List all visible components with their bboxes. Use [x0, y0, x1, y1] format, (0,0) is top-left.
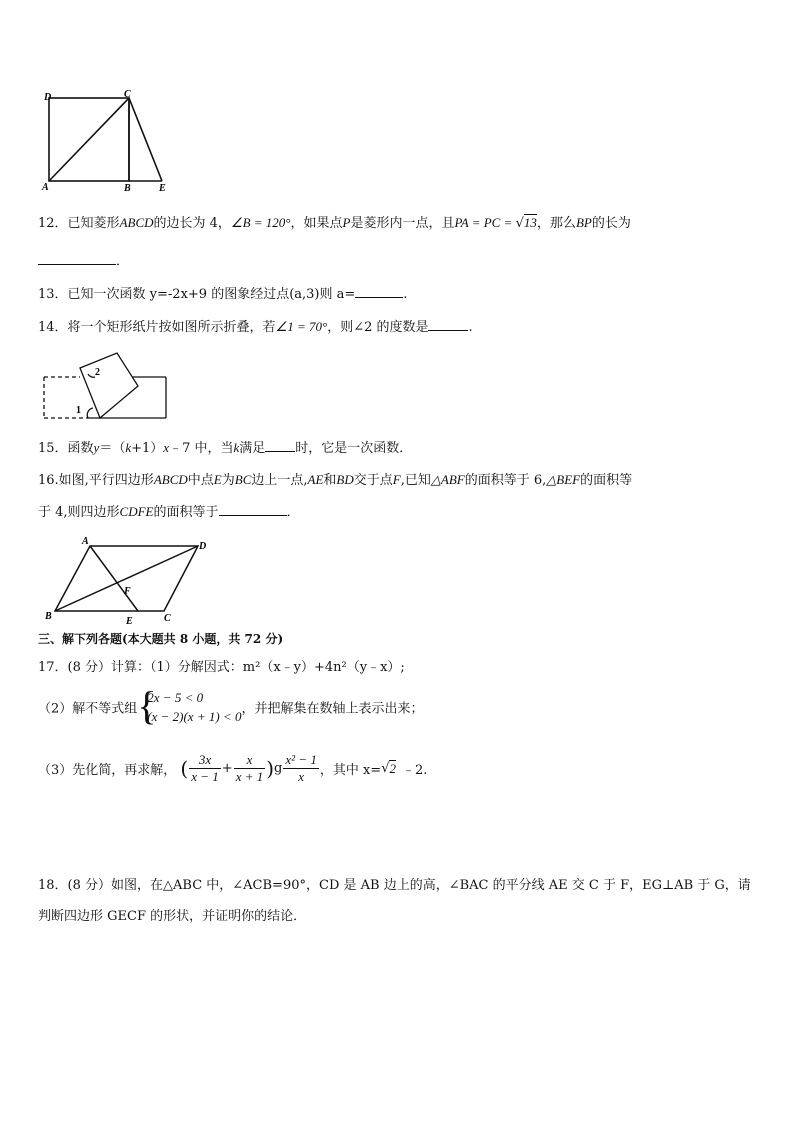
q15-k: k [125, 440, 132, 455]
question-17-part2 [38, 683, 424, 728]
q12-bp: BP [575, 215, 592, 230]
q17-text: ，并把解集在数轴上表示出来； [241, 701, 424, 717]
question-15 [38, 437, 412, 456]
q14-text: ，则∠2 的度数是 [327, 320, 429, 335]
label-B: B [124, 183, 131, 194]
denominator: x − 1 [191, 769, 219, 784]
question-16-cont [38, 501, 300, 520]
q16-text: 和 [323, 473, 337, 488]
sqrt-symbol: √ [515, 216, 524, 231]
inequality-system [137, 683, 242, 728]
label-D: D [44, 92, 52, 103]
question-14 [38, 316, 473, 335]
inequality-1: 2x − 5 < 0 [147, 690, 204, 705]
q12-number: 12． [38, 216, 68, 231]
q16-text: 中点 [187, 473, 214, 488]
q16-text: 的面积等于 [153, 505, 219, 520]
q12-text: 的边长为 4， [153, 216, 231, 231]
fraction-2 [234, 752, 266, 785]
inequality-2: (x − 2)(x + 1) < 0 [147, 709, 242, 724]
label-E: E [126, 616, 133, 627]
section-heading: 三、解下列各题(本大题共 8 小题，共 72 分) [38, 632, 284, 646]
label-A: A [82, 536, 89, 547]
q12-equation: PA = PC = [454, 215, 516, 230]
q12-text: ，那么 [536, 216, 576, 231]
q12-angle: ∠B = 120° [230, 215, 291, 230]
q16-abcd: ABCD [153, 472, 188, 487]
answer-blank[interactable] [355, 285, 403, 298]
question-13 [38, 283, 407, 302]
q16-cdfe: CDFE [119, 504, 154, 519]
denominator: x + 1 [235, 769, 264, 784]
paren-close: ) [266, 756, 275, 781]
angle-label-2: 2 [95, 367, 100, 378]
question-17-part3 [38, 752, 427, 785]
brace-icon: { [137, 683, 157, 728]
q16-bd: BD [336, 472, 354, 487]
q17-text: （3）先化简，再求解， [38, 763, 177, 778]
fraction-3 [283, 752, 318, 785]
q12-sqrt-value: 13 [523, 215, 537, 230]
q13-end: . [403, 287, 408, 302]
label-D: D [199, 541, 207, 552]
q16-text: 边上一点, [251, 473, 308, 488]
numerator: x² − 1 [285, 752, 317, 767]
sqrt-symbol: √ [381, 761, 390, 776]
q12-end: ． [116, 254, 130, 269]
q15-text: 15．函数 [38, 441, 94, 456]
q15-text: 满足 [239, 441, 266, 456]
figure-lines [44, 353, 166, 418]
q15-y: y [93, 440, 100, 455]
label-B: B [45, 611, 52, 622]
label-A: A [42, 182, 49, 193]
fraction-1 [189, 752, 221, 785]
q17-text: （2）解不等式组 [38, 701, 138, 717]
question-16 [38, 469, 632, 488]
q12-text: 已知菱形 [67, 216, 120, 231]
q16-text: 的面积等 [580, 473, 633, 488]
q13-text: 13．已知一次函数 y=-2x+9 的图象经过点(a,3)则 a= [38, 287, 356, 302]
q16-end: ． [286, 505, 300, 520]
q15-x: x [163, 440, 170, 455]
q16-text: 于 4,则四边形 [38, 505, 120, 520]
numerator: 3x [189, 752, 221, 769]
q16-f: F [392, 472, 401, 487]
angle-label-1: 1 [76, 405, 81, 416]
label-E: E [159, 183, 166, 194]
sqrt-value: 2 [389, 760, 396, 776]
q16-bc: BC [234, 472, 252, 487]
question-18: 18．(8 分）如图，在△ABC 中，∠ACB=90°，CD 是 AB 边上的高，∠BAC 的平分线 AE 交 C 于 F，EG⊥AB 于 G，请 [38, 878, 751, 893]
label-F: F [124, 586, 131, 597]
q15-text: ＝（ [99, 441, 126, 456]
figure-lines [55, 546, 198, 611]
q16-abf: △ABF [430, 472, 465, 487]
q16-text: 16.如图,平行四边形 [38, 473, 154, 488]
mult-sign: g [274, 761, 283, 776]
figure-folded-rectangle [38, 350, 173, 425]
q16-bef: △BEF [546, 472, 581, 487]
q16-text: ,已知 [400, 473, 431, 488]
answer-blank[interactable] [219, 503, 287, 516]
q16-text: 的面积等于 6, [464, 473, 547, 488]
q16-text: 为 [221, 473, 235, 488]
q12-text: ，如果点 [290, 216, 343, 231]
figure-lines [49, 98, 162, 181]
answer-blank[interactable] [38, 252, 116, 265]
q14-text: 14．将一个矩形纸片按如图所示折叠，若 [38, 320, 276, 335]
paren-open: ( [180, 756, 189, 781]
figure-parallelogram [38, 532, 218, 628]
question-17: 17．(8 分）计算：（1）分解因式：m²（x﹣y）+4n²（y﹣x）; [38, 660, 405, 675]
q12-point-p: P [342, 215, 351, 230]
denominator: x [298, 769, 304, 784]
q15-text: ﹣7 中，当 [169, 441, 234, 456]
q12-text: 的长为 [591, 216, 631, 231]
q12-answer-line [38, 250, 129, 269]
q15-text: 时，它是一次函数． [295, 441, 413, 456]
answer-blank[interactable] [265, 439, 295, 452]
question-12 [38, 212, 631, 231]
q12-abcd: ABCD [119, 215, 154, 230]
q16-ae: AE [307, 472, 324, 487]
numerator: x [234, 752, 266, 769]
q14-angle: ∠1 = 70° [275, 319, 328, 334]
question-18-cont: 判断四边形 GECF 的形状，并证明你的结论． [38, 909, 307, 924]
plus-sign: + [221, 761, 233, 776]
q15-text: +1） [131, 441, 164, 456]
q12-text: 是菱形内一点，且 [350, 216, 455, 231]
q16-e: E [213, 472, 222, 487]
q14-end: . [468, 320, 473, 335]
q17-text: ，其中 x= [319, 763, 382, 778]
figure-square-trapezoid [38, 88, 178, 194]
q16-text: 交于点 [353, 473, 393, 488]
label-C: C [124, 89, 131, 100]
q17-text: ﹣2. [401, 763, 428, 778]
q15-k: k [233, 440, 240, 455]
answer-blank[interactable] [428, 318, 468, 331]
label-C: C [164, 613, 171, 624]
